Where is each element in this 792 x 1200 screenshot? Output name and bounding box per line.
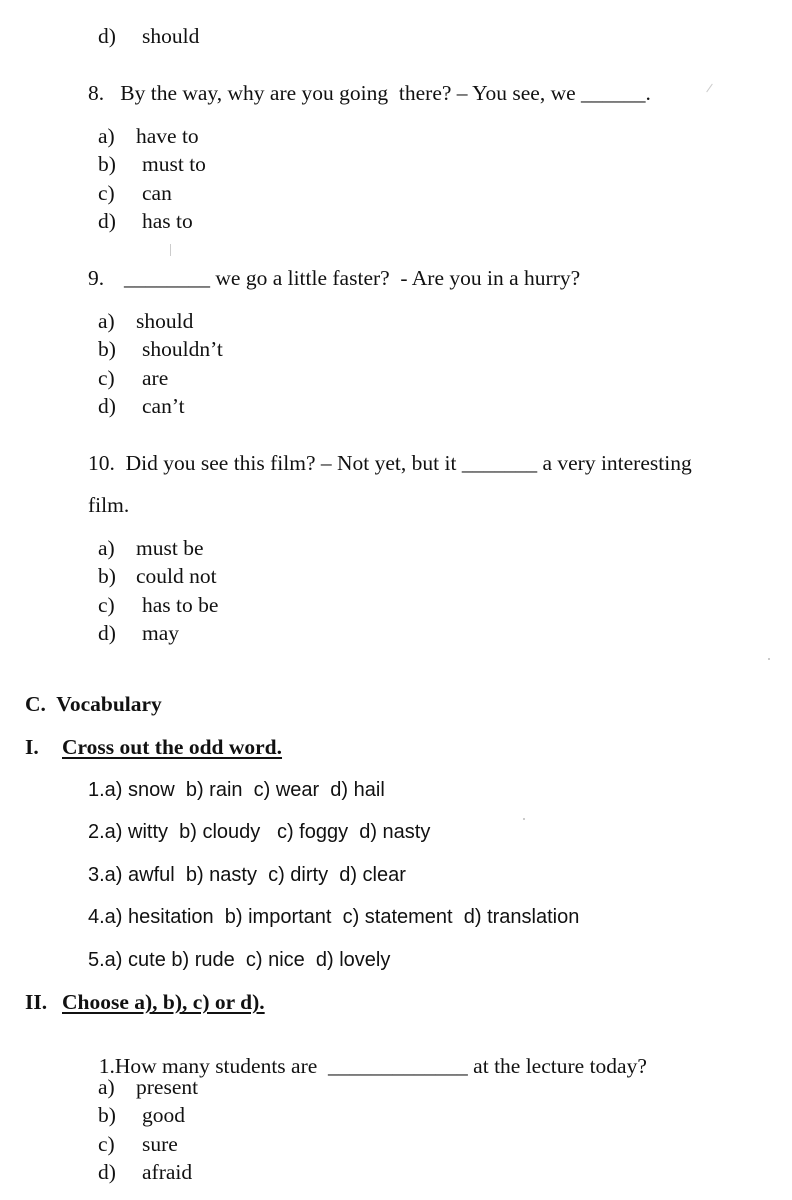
q9-option-b-text: shouldn’t <box>142 337 223 361</box>
part2-option-c-text: sure <box>142 1132 178 1156</box>
odd-word-item-4: 4.a) hesitation b) important c) statement d) translation <box>88 906 580 928</box>
q10-option-a-text: must be <box>136 536 204 560</box>
part2-question-end: at the lecture today? <box>467 1053 647 1078</box>
q8-option-c-text: can <box>142 181 172 205</box>
q9-option-d-letter: d) <box>98 394 116 418</box>
q9-option-c-letter: c) <box>98 366 115 390</box>
q10-option-d-letter: d) <box>98 621 116 645</box>
q8-option-d-letter: d) <box>98 209 116 233</box>
q8-option-c-letter: c) <box>98 181 115 205</box>
q8-option-b-text: must to <box>142 152 206 176</box>
q8-option-b-letter: b) <box>98 152 116 176</box>
q10-option-b-letter: b) <box>98 564 116 588</box>
odd-word-item-5: 5.a) cute b) rude c) nice d) lovely <box>88 949 391 971</box>
part2-option-a-text: present <box>136 1075 199 1099</box>
part2-option-b-text: good <box>142 1103 185 1127</box>
scan-speck <box>768 658 770 660</box>
scan-mark <box>170 244 171 256</box>
part2-title: Choose a), b), c) or d). <box>62 990 265 1014</box>
q10-option-c-letter: c) <box>98 593 115 617</box>
part1-title: Cross out the odd word. <box>62 735 283 759</box>
q8-option-a-letter: a) <box>98 124 115 148</box>
q8-option-d-text: has to <box>142 209 193 233</box>
part2-option-d-letter: d) <box>98 1160 116 1184</box>
part2-question-text: 1.How many students are <box>98 1053 329 1078</box>
part2-option-b-letter: b) <box>98 1103 116 1127</box>
odd-word-item-3: 3.a) awful b) nasty c) dirty d) clear <box>88 864 406 886</box>
q9-option-a-text: should <box>136 309 194 333</box>
odd-word-item-2: 2.a) witty b) cloudy c) foggy d) nasty <box>88 821 431 843</box>
part2-question-blank: _____________ <box>328 1053 468 1078</box>
q9-option-c-text: are <box>142 366 169 390</box>
q7-option-d-text: should <box>142 24 200 48</box>
part1-numeral: I. <box>25 735 39 759</box>
part2-option-d-text: afraid <box>142 1160 193 1184</box>
part2-question-1 <box>88 1034 647 1077</box>
scan-speck <box>523 818 525 820</box>
part2-option-a-letter: a) <box>98 1075 115 1099</box>
q8-prompt: 8. By the way, why are you going there? – You see, we ______. <box>88 81 651 105</box>
q8-option-a-text: have to <box>136 124 199 148</box>
q9-option-b-letter: b) <box>98 337 116 361</box>
q10-option-b-text: could not <box>136 564 217 588</box>
q10-option-d-text: may <box>142 621 180 645</box>
q9-option-d-text: can’t <box>142 394 185 418</box>
part2-option-c-letter: c) <box>98 1132 115 1156</box>
q10-prompt-line1: 10. Did you see this film? – Not yet, but it _______ a very interesting <box>88 451 692 475</box>
q9-number: 9. <box>88 266 105 290</box>
q10-option-a-letter: a) <box>98 536 115 560</box>
q7-option-d-letter: d) <box>98 24 116 48</box>
q10-prompt-line2: film. <box>88 493 130 517</box>
q9-option-a-letter: a) <box>98 309 115 333</box>
section-c-heading: C. Vocabulary <box>25 692 162 716</box>
q10-option-c-text: has to be <box>142 593 219 617</box>
pencil-mark <box>706 84 713 93</box>
part2-numeral: II. <box>25 990 48 1014</box>
q9-prompt: ________ we go a little faster? - Are you in a hurry? <box>124 266 581 290</box>
odd-word-item-1: 1.a) snow b) rain c) wear d) hail <box>88 779 385 801</box>
